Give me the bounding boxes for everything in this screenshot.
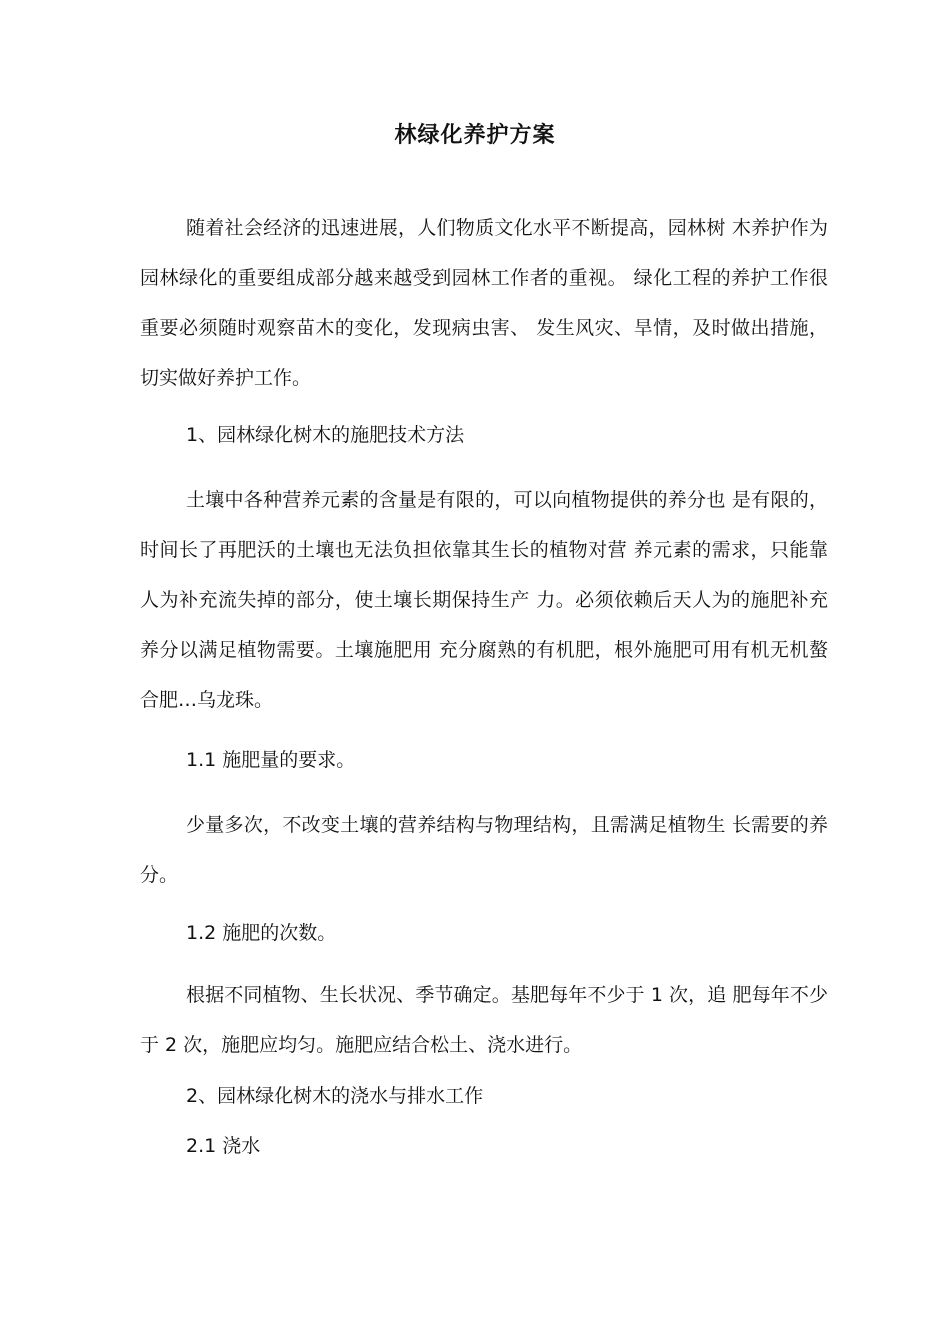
subsection-1-1-heading: 1.1 施肥量的要求。: [186, 749, 356, 771]
subsection-2-1-heading: 2.1 浇水: [186, 1135, 261, 1157]
section-2-heading: 2、园林绿化树木的浇水与排水工作: [186, 1085, 484, 1107]
subsection-1-2-heading: 1.2 施肥的次数。: [186, 922, 337, 944]
section-1-heading: 1、园林绿化树木的施肥技术方法: [186, 424, 465, 446]
subsection-1-1-paragraph: 少量多次，不改变土壤的营养结构与物理结构，且需满足植物生 长需要的养分。: [140, 814, 828, 886]
subsection-1-2-paragraph: 根据不同植物、生长状况、季节确定。基肥每年不少于 1 次，追 肥每年不少于 2 次，施肥应均匀。施肥应结合松土、浇水进行。: [140, 984, 828, 1056]
intro-paragraph: 随着社会经济的迅速进展，人们物质文化水平不断提高，园林树 木养护作为园林绿化的重要组成部分越来越受到园林工作者的重视。 绿化工程的养护工作很重要必须随时观察苗木的变化，发现病虫害、 发生风灾、旱情，及时做出措施，切实做好养护工作。: [140, 217, 828, 389]
document-title: 林绿化养护方案: [394, 123, 556, 148]
section-1-paragraph: 土壤中各种营养元素的含量是有限的，可以向植物提供的养分也 是有限的，时间长了再肥沃的土壤也无法负担依靠其生长的植物对营 养元素的需求，只能靠人为补充流失掉的部分，使土壤长期保持生产 力。必须依赖后天人为的施肥补充养分以满足植物需要。土壤施肥用 充分腐熟的有机肥，根外施肥可用有机无机螯合肥…乌龙珠。: [140, 489, 828, 711]
